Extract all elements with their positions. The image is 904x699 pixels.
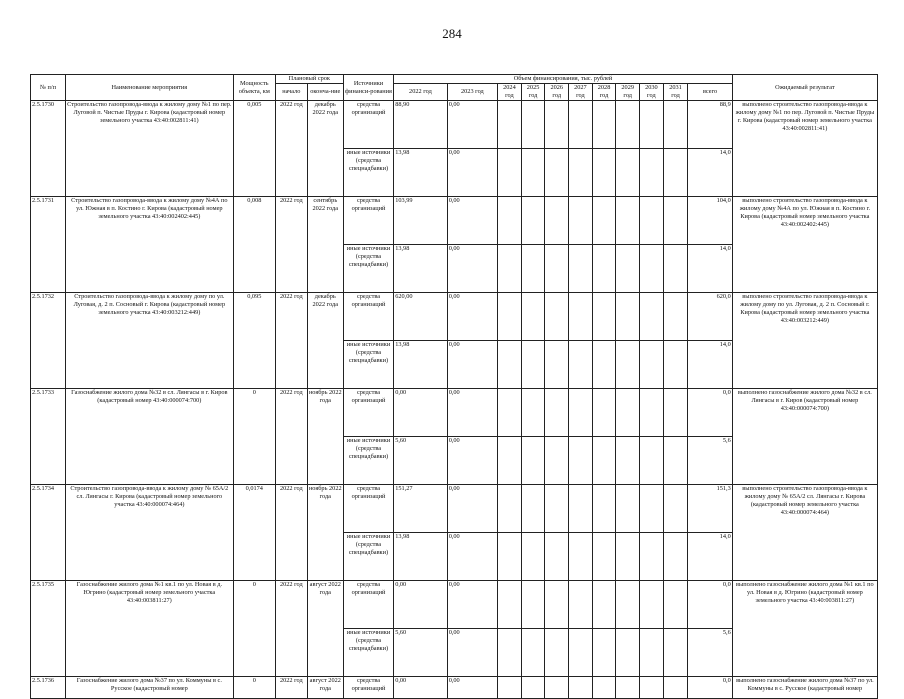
empty-cell <box>545 197 569 245</box>
empty-cell <box>640 293 664 341</box>
empty-cell <box>545 101 569 149</box>
total-value: 0,0 <box>688 581 732 629</box>
empty-cell <box>592 629 616 677</box>
empty-cell <box>592 485 616 533</box>
empty-cell <box>521 485 545 533</box>
empty-cell <box>592 389 616 437</box>
empty-cell <box>592 533 616 581</box>
expected-result: выполнено строительство газопровода-ввода к жилому дому по ул. Луговая, д. 2 п. Сосновый г. Кирова (кадастровый номер земельного участка 43:40:003212:449) <box>732 293 877 389</box>
empty-cell <box>592 437 616 485</box>
measure-name: Газоснабжение жилого дома №1 кв.1 по ул. Новая в д. Югрино (кадастровый номер земельного участка 43:40:003811:27) <box>65 581 233 677</box>
empty-cell <box>569 533 593 581</box>
source-label: иные источники (средства спецнадбавки) <box>343 341 393 389</box>
row-number: 2.5.1731 <box>31 197 66 293</box>
measure-name: Газоснабжение жилого дома №32 в сл. Лянгасы в г. Киров (кадастровый номер 43:40:000074:700) <box>65 389 233 485</box>
value-2023: 0,00 <box>447 581 497 629</box>
value-2022: 0,00 <box>394 389 448 437</box>
total-value: 104,0 <box>688 197 732 245</box>
empty-cell <box>521 101 545 149</box>
header-year: 2027 год <box>569 84 593 101</box>
table-row <box>31 677 878 699</box>
table-row <box>31 389 878 437</box>
empty-cell <box>545 581 569 629</box>
header-year: 2031 год <box>663 84 688 101</box>
value-2022: 88,90 <box>394 101 448 149</box>
value-2022: 103,99 <box>394 197 448 245</box>
end-term: август 2022 года <box>307 677 343 699</box>
row-number: 2.5.1734 <box>31 485 66 581</box>
source-label: средства организаций <box>343 293 393 341</box>
header-year: 2030 год <box>640 84 664 101</box>
value-2022: 620,00 <box>394 293 448 341</box>
value-2022: 13,98 <box>394 149 448 197</box>
source-label: иные источники (средства спецнадбавки) <box>343 533 393 581</box>
empty-cell <box>640 533 664 581</box>
empty-cell <box>498 677 522 699</box>
value-2023: 0,00 <box>447 245 497 293</box>
value-2022: 13,98 <box>394 533 448 581</box>
empty-cell <box>569 149 593 197</box>
total-value: 620,0 <box>688 293 732 341</box>
empty-cell <box>521 629 545 677</box>
empty-cell <box>663 101 688 149</box>
end-term: ноябрь 2022 года <box>307 485 343 581</box>
empty-cell <box>498 389 522 437</box>
empty-cell <box>569 101 593 149</box>
header-year: 2026 год <box>545 84 569 101</box>
empty-cell <box>616 101 640 149</box>
measure-name: Строительство газопровода-ввода к жилому дому № 65А/2 сл. Лянгасы г. Кирова (кадастровый номер земельного участка 43:40:000074:464) <box>65 485 233 581</box>
empty-cell <box>640 437 664 485</box>
expected-result: выполнено строительство газопровода-ввода к жилому дому №4А по ул. Южная в п. Костино г. Кирова (кадастровый номер земельного участка 43:40:002402:445) <box>732 197 877 293</box>
empty-cell <box>616 149 640 197</box>
empty-cell <box>616 293 640 341</box>
source-label: средства организаций <box>343 389 393 437</box>
empty-cell <box>616 629 640 677</box>
row-number: 2.5.1732 <box>31 293 66 389</box>
empty-cell <box>498 197 522 245</box>
source-label: иные источники (средства спецнадбавки) <box>343 437 393 485</box>
value-2023: 0,00 <box>447 341 497 389</box>
empty-cell <box>545 677 569 699</box>
empty-cell <box>616 485 640 533</box>
value-2023: 0,00 <box>447 485 497 533</box>
measure-name: Строительство газопровода-ввода к жилому дому №1 по пер. Луговой п. Чистые Пруды г. Кирова (кадастровый номер земельного участка 43:40:002811:41) <box>65 101 233 197</box>
empty-cell <box>569 341 593 389</box>
end-term: декабрь 2022 года <box>307 101 343 197</box>
expected-result: выполнено газоснабжение жилого дома №32 в сл. Лянгасы в г. Киров (кадастровый номер 43:40:000074:700) <box>732 389 877 485</box>
capacity-value: 0,0174 <box>233 485 275 581</box>
total-value: 88,9 <box>688 101 732 149</box>
empty-cell <box>663 293 688 341</box>
empty-cell <box>640 197 664 245</box>
empty-cell <box>498 533 522 581</box>
header-term: Плановый срок <box>275 75 343 84</box>
empty-cell <box>592 101 616 149</box>
empty-cell <box>616 197 640 245</box>
header-sources: Источники финанси-рования <box>343 75 393 101</box>
row-number: 2.5.1733 <box>31 389 66 485</box>
total-value: 14,0 <box>688 341 732 389</box>
header-start: начало <box>275 84 307 101</box>
end-term: декабрь 2022 года <box>307 293 343 389</box>
header-year: 2029 год <box>616 84 640 101</box>
start-term: 2022 год <box>275 677 307 699</box>
empty-cell <box>640 629 664 677</box>
empty-cell <box>640 581 664 629</box>
source-label: средства организаций <box>343 485 393 533</box>
empty-cell <box>521 245 545 293</box>
empty-cell <box>592 341 616 389</box>
value-2023: 0,00 <box>447 149 497 197</box>
empty-cell <box>592 245 616 293</box>
empty-cell <box>545 245 569 293</box>
empty-cell <box>545 485 569 533</box>
start-term: 2022 год <box>275 197 307 293</box>
start-term: 2022 год <box>275 581 307 677</box>
measure-name: Газоснабжение жилого дома №37 по ул. Коммуны в с. Русское (кадастровый номер <box>65 677 233 699</box>
row-number: 2.5.1730 <box>31 101 66 197</box>
expected-result: выполнено газоснабжение жилого дома №1 кв.1 по ул. Новая в д. Югрино (кадастровый номер земельного участка 43:40:003811:27) <box>732 581 877 677</box>
empty-cell <box>545 437 569 485</box>
empty-cell <box>545 149 569 197</box>
empty-cell <box>640 149 664 197</box>
empty-cell <box>498 341 522 389</box>
empty-cell <box>545 293 569 341</box>
capacity-value: 0 <box>233 581 275 677</box>
table-header <box>31 75 878 101</box>
empty-cell <box>545 629 569 677</box>
table-row <box>31 485 878 533</box>
value-2023: 0,00 <box>447 437 497 485</box>
total-value: 14,0 <box>688 245 732 293</box>
empty-cell <box>640 341 664 389</box>
value-2023: 0,00 <box>447 629 497 677</box>
total-value: 14,0 <box>688 533 732 581</box>
end-term: ноябрь 2022 года <box>307 389 343 485</box>
empty-cell <box>592 293 616 341</box>
empty-cell <box>545 341 569 389</box>
end-term: август 2022 года <box>307 581 343 677</box>
empty-cell <box>663 533 688 581</box>
end-term: сентябрь 2022 года <box>307 197 343 293</box>
empty-cell <box>592 581 616 629</box>
expected-result: выполнено газоснабжение жилого дома №37 по ул. Коммуны в с. Русское (кадастровый номер <box>732 677 877 699</box>
header-year: 2028 год <box>592 84 616 101</box>
total-value: 151,3 <box>688 485 732 533</box>
header-name: Наименование мероприятия <box>65 75 233 101</box>
row-number: 2.5.1735 <box>31 581 66 677</box>
empty-cell <box>663 629 688 677</box>
value-2022: 0,00 <box>394 581 448 629</box>
total-value: 5,6 <box>688 437 732 485</box>
value-2023: 0,00 <box>447 677 497 699</box>
empty-cell <box>592 149 616 197</box>
total-value: 0,0 <box>688 389 732 437</box>
start-term: 2022 год <box>275 101 307 197</box>
empty-cell <box>569 245 593 293</box>
value-2023: 0,00 <box>447 197 497 245</box>
header-result: Ожидаемый результат <box>732 75 877 101</box>
capacity-value: 0,008 <box>233 197 275 293</box>
empty-cell <box>569 629 593 677</box>
empty-cell <box>640 677 664 699</box>
row-number: 2.5.1736 <box>31 677 66 699</box>
empty-cell <box>521 389 545 437</box>
header-capacity: Мощность объекта, км <box>233 75 275 101</box>
empty-cell <box>592 677 616 699</box>
value-2023: 0,00 <box>447 293 497 341</box>
total-value: 14,0 <box>688 149 732 197</box>
empty-cell <box>592 197 616 245</box>
empty-cell <box>521 293 545 341</box>
empty-cell <box>616 677 640 699</box>
header-year: 2023 год <box>447 84 497 101</box>
source-label: иные источники (средства спецнадбавки) <box>343 149 393 197</box>
empty-cell <box>616 389 640 437</box>
measure-name: Строительство газопровода-ввода к жилому дому по ул. Луговая, д. 2 п. Сосновый г. Кирова (кадастровый номер земельного участка 43:40:003212:449) <box>65 293 233 389</box>
value-2022: 0,00 <box>394 677 448 699</box>
empty-cell <box>663 677 688 699</box>
empty-cell <box>569 389 593 437</box>
header-end: оконча-ние <box>307 84 343 101</box>
empty-cell <box>616 533 640 581</box>
table-row <box>31 197 878 245</box>
source-label: иные источники (средства спецнадбавки) <box>343 629 393 677</box>
capacity-value: 0 <box>233 677 275 699</box>
empty-cell <box>569 293 593 341</box>
empty-cell <box>498 245 522 293</box>
empty-cell <box>616 245 640 293</box>
value-2022: 5,60 <box>394 437 448 485</box>
expected-result: выполнено строительство газопровода-ввода к жилому дому №1 по пер. Луговой п. Чистые Пруды г. Кирова (кадастровый номер земельного участка 43:40:002811:41) <box>732 101 877 197</box>
empty-cell <box>569 485 593 533</box>
total-value: 0,0 <box>688 677 732 699</box>
table-body <box>31 101 878 699</box>
source-label: средства организаций <box>343 677 393 699</box>
empty-cell <box>616 341 640 389</box>
header-total: всего <box>688 84 732 101</box>
empty-cell <box>569 197 593 245</box>
empty-cell <box>498 101 522 149</box>
header-year: 2022 год <box>394 84 448 101</box>
start-term: 2022 год <box>275 293 307 389</box>
measure-name: Строительство газопровода-ввода к жилому дому №4А по ул. Южная в п. Костино г. Кирова (кадастровый номер земельного участка 43:40:002402:445) <box>65 197 233 293</box>
empty-cell <box>569 581 593 629</box>
empty-cell <box>616 437 640 485</box>
source-label: средства организаций <box>343 581 393 629</box>
capacity-value: 0,095 <box>233 293 275 389</box>
expected-result: выполнено строительство газопровода-ввода к жилому дому № 65А/2 сл. Лянгасы г. Кирова (кадастровый номер земельного участка 43:40:000074:464) <box>732 485 877 581</box>
header-num: № п/п <box>31 75 66 101</box>
empty-cell <box>521 197 545 245</box>
value-2022: 5,60 <box>394 629 448 677</box>
empty-cell <box>640 101 664 149</box>
empty-cell <box>640 485 664 533</box>
empty-cell <box>498 437 522 485</box>
empty-cell <box>545 533 569 581</box>
empty-cell <box>545 389 569 437</box>
empty-cell <box>663 389 688 437</box>
value-2023: 0,00 <box>447 389 497 437</box>
value-2022: 13,98 <box>394 341 448 389</box>
header-year: 2024 год <box>498 84 522 101</box>
start-term: 2022 год <box>275 389 307 485</box>
funding-table <box>30 74 878 699</box>
value-2022: 151,27 <box>394 485 448 533</box>
value-2023: 0,00 <box>447 101 497 149</box>
source-label: средства организаций <box>343 197 393 245</box>
capacity-value: 0,005 <box>233 101 275 197</box>
source-label: иные источники (средства спецнадбавки) <box>343 245 393 293</box>
start-term: 2022 год <box>275 485 307 581</box>
empty-cell <box>663 197 688 245</box>
empty-cell <box>498 629 522 677</box>
empty-cell <box>640 245 664 293</box>
empty-cell <box>498 485 522 533</box>
empty-cell <box>569 677 593 699</box>
empty-cell <box>663 437 688 485</box>
table-row <box>31 581 878 629</box>
empty-cell <box>663 341 688 389</box>
empty-cell <box>521 533 545 581</box>
header-funding: Объем финансирования, тыс. рублей <box>394 75 733 84</box>
page-number: 284 <box>442 26 462 41</box>
value-2023: 0,00 <box>447 533 497 581</box>
empty-cell <box>498 149 522 197</box>
empty-cell <box>498 293 522 341</box>
table-row <box>31 101 878 149</box>
header-year: 2025 год <box>521 84 545 101</box>
empty-cell <box>663 245 688 293</box>
capacity-value: 0 <box>233 389 275 485</box>
empty-cell <box>616 581 640 629</box>
empty-cell <box>663 485 688 533</box>
empty-cell <box>663 581 688 629</box>
empty-cell <box>521 581 545 629</box>
empty-cell <box>569 437 593 485</box>
empty-cell <box>640 389 664 437</box>
total-value: 5,6 <box>688 629 732 677</box>
source-label: средства организаций <box>343 101 393 149</box>
empty-cell <box>663 149 688 197</box>
empty-cell <box>521 149 545 197</box>
table-row <box>31 293 878 341</box>
empty-cell <box>521 437 545 485</box>
empty-cell <box>521 341 545 389</box>
value-2022: 13,98 <box>394 245 448 293</box>
empty-cell <box>521 677 545 699</box>
empty-cell <box>498 581 522 629</box>
